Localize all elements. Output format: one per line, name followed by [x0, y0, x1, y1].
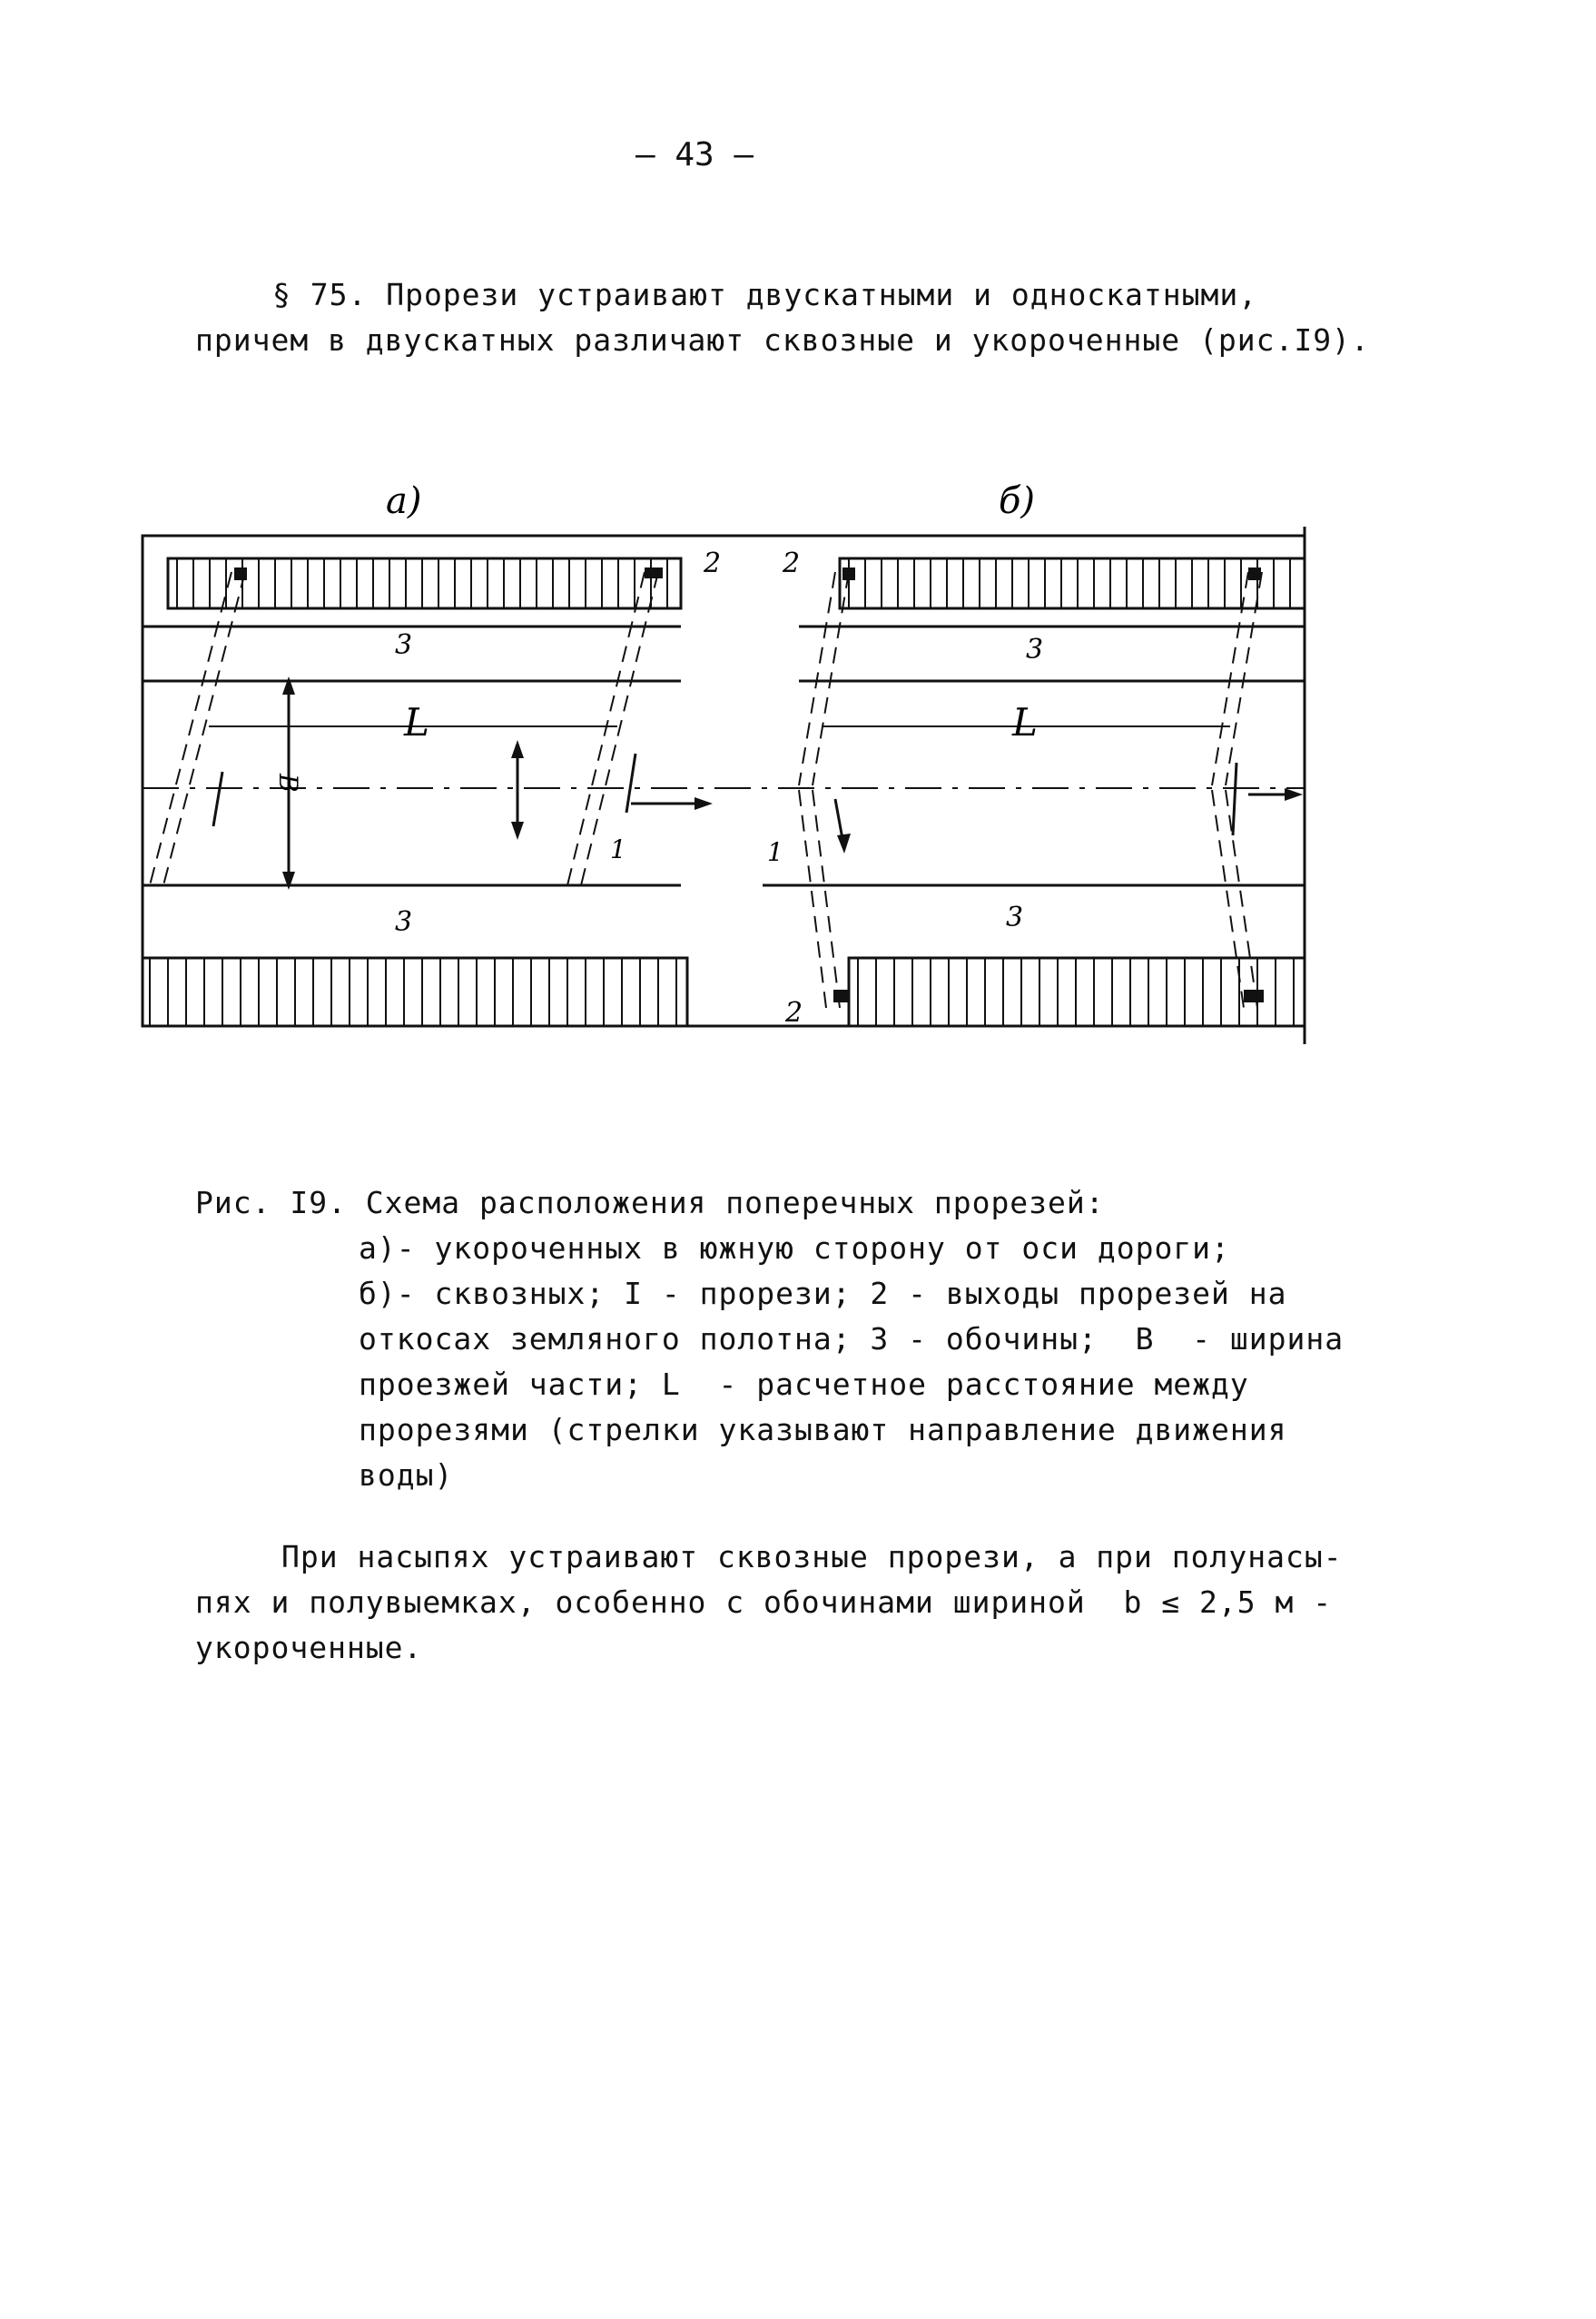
closing-line-2: пях и полувыемках, особенно с обочинами шириной b ≤ 2,5 м - — [195, 1584, 1333, 1620]
closing-line-3: укороченные. — [195, 1630, 423, 1665]
intro-line-2: причем в двускатных различают сквозные и укороченные (рис.I9). — [195, 322, 1370, 358]
label-L-a: L — [404, 700, 429, 745]
label-1-b: 1 — [767, 837, 783, 867]
label-3-bottom-a: 3 — [395, 906, 413, 938]
label-B: В — [273, 774, 303, 793]
caption-line-6: прорезями (стрелки указывают направление движения — [359, 1412, 1287, 1447]
label-2-a: 2 — [704, 548, 722, 579]
slope-strip-bottom-a — [143, 958, 687, 1026]
label-2-b-bottom: 2 — [785, 997, 803, 1029]
intro-line-1: § 75. Прорези устраивают двускатными и односкатными, — [272, 277, 1258, 312]
figure-19-diagram — [0, 0, 1596, 1090]
slope-strip-top-b — [840, 558, 1305, 608]
slope-strip-top-a — [168, 558, 681, 608]
label-2-b: 2 — [783, 548, 801, 579]
closing-line-1: При насыпях устраивают сквозные прорези, а при полунасы- — [281, 1539, 1343, 1574]
caption-line-3: б)- сквозных; I - прорези; 2 - выходы прорезей на — [359, 1276, 1287, 1311]
page-number: — 43 — — [635, 136, 754, 173]
label-L-b: L — [1012, 700, 1038, 745]
caption-line-1: Рис. I9. Схема расположения поперечных прорезей: — [195, 1185, 1105, 1220]
caption-line-2: а)- укороченных в южную сторону от оси дороги; — [359, 1230, 1230, 1266]
panel-a-label: а) — [386, 480, 422, 522]
caption-line-7: воды) — [359, 1457, 454, 1493]
label-1-a: 1 — [610, 834, 626, 864]
label-3-top-a: 3 — [395, 629, 413, 661]
caption-line-4: откосах земляного полотна; 3 - обочины; В - ширина — [359, 1321, 1345, 1357]
panel-b-label: б) — [999, 480, 1036, 522]
label-3-top-b: 3 — [1026, 634, 1044, 666]
caption-line-5: проезжей части; L - расчетное расстояние между — [359, 1367, 1249, 1402]
label-3-bottom-b: 3 — [1006, 902, 1024, 933]
